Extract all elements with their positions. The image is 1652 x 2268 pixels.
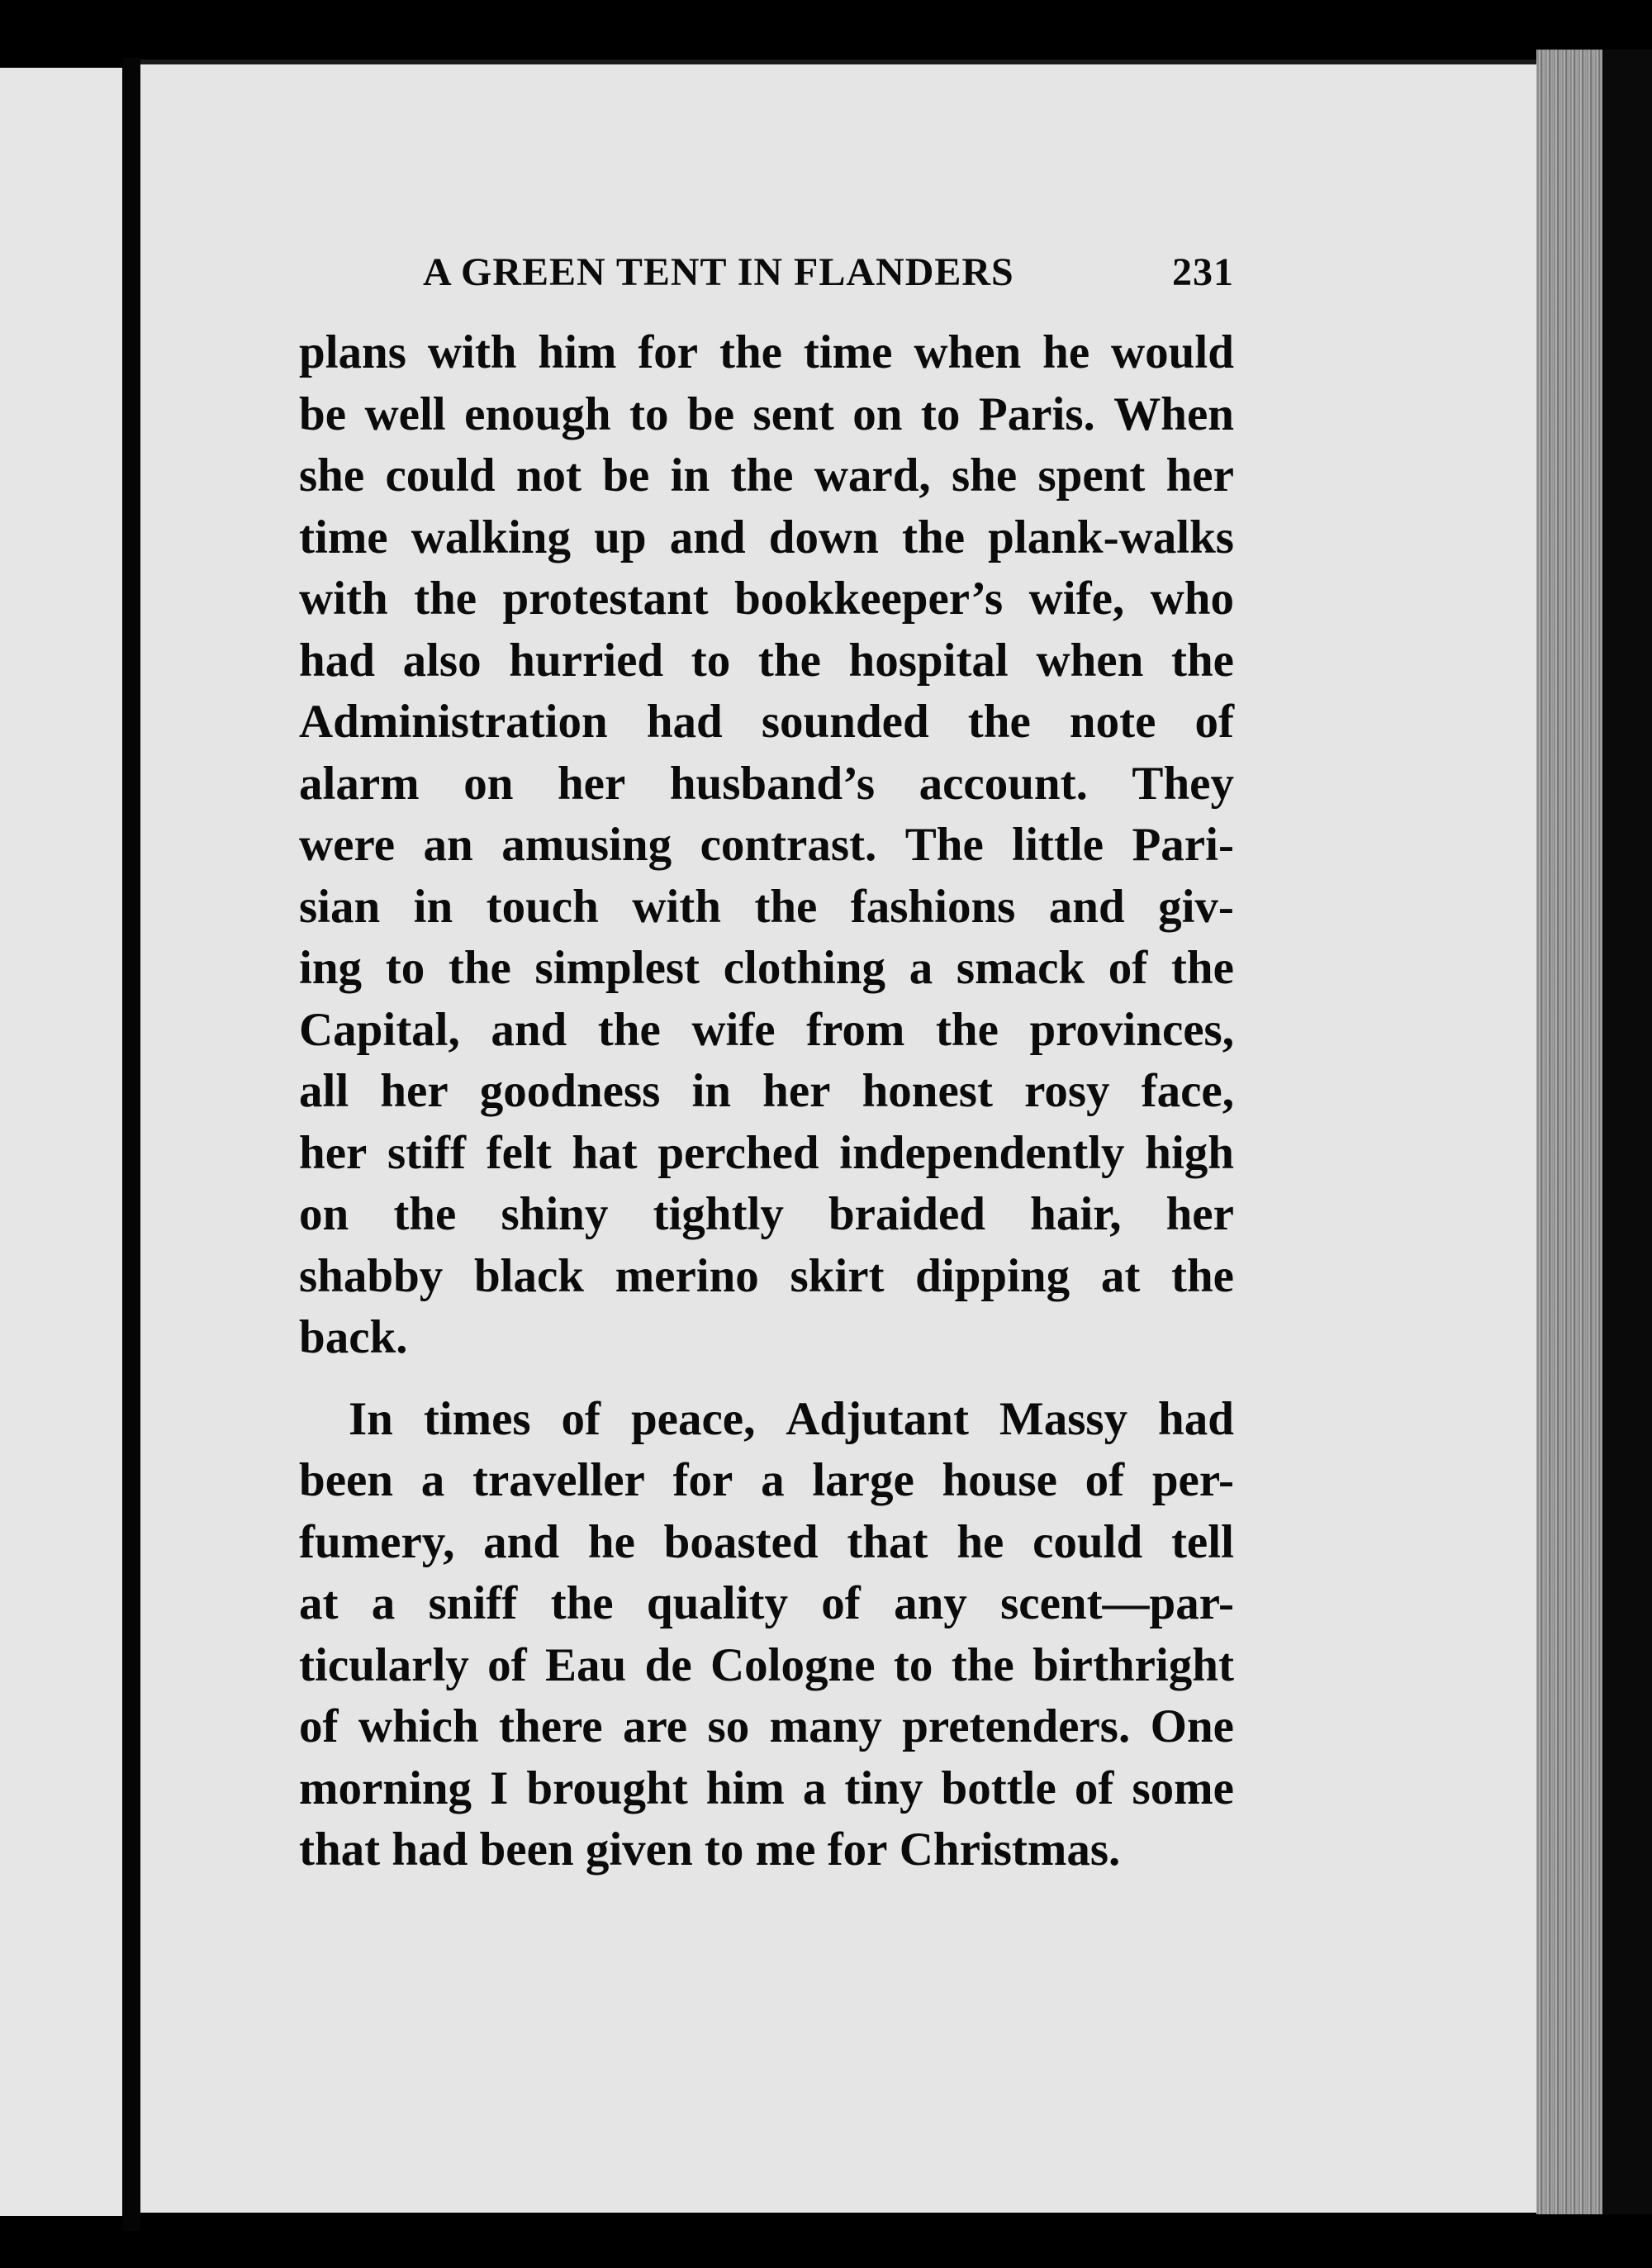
body-text bbox=[299, 322, 1234, 1881]
word: for bbox=[827, 1823, 888, 1876]
word-space bbox=[693, 1819, 705, 1881]
word: the bbox=[935, 1003, 999, 1056]
word: a bbox=[802, 1762, 827, 1814]
word: had bbox=[392, 1823, 468, 1876]
word: could bbox=[385, 449, 496, 502]
text-line bbox=[299, 1635, 1234, 1697]
word: One bbox=[1150, 1700, 1234, 1752]
word: tiny bbox=[844, 1762, 923, 1814]
word: me bbox=[755, 1823, 816, 1876]
word: sniff bbox=[428, 1577, 518, 1629]
word: shabby bbox=[299, 1249, 444, 1302]
word: back. bbox=[299, 1311, 408, 1363]
text-line bbox=[299, 1512, 1234, 1574]
word: perched bbox=[657, 1126, 819, 1179]
word: hat bbox=[572, 1126, 638, 1179]
word: down bbox=[768, 511, 879, 563]
word: are bbox=[623, 1700, 688, 1752]
word-space bbox=[887, 1819, 899, 1881]
word: the bbox=[719, 326, 782, 378]
word: the bbox=[730, 449, 794, 502]
page-stack-edge bbox=[1536, 50, 1602, 2214]
word: sent bbox=[752, 388, 834, 440]
word: given bbox=[585, 1823, 693, 1876]
paragraph bbox=[299, 1389, 1234, 1881]
word: to bbox=[385, 942, 425, 994]
text-line bbox=[299, 1246, 1234, 1308]
paragraph bbox=[299, 322, 1234, 1369]
word: to bbox=[691, 634, 731, 687]
word: plans bbox=[299, 326, 406, 378]
word: Administration bbox=[299, 696, 608, 748]
word: boasted bbox=[663, 1515, 819, 1568]
word: merino bbox=[615, 1249, 759, 1302]
word: scent—par- bbox=[1000, 1577, 1234, 1629]
text-line bbox=[299, 1123, 1234, 1185]
word: and bbox=[483, 1515, 560, 1568]
page-header bbox=[423, 250, 1234, 307]
word: of bbox=[299, 1700, 339, 1752]
word: amusing bbox=[501, 819, 672, 871]
word: the bbox=[448, 942, 511, 994]
word: with bbox=[427, 326, 517, 378]
book-gutter bbox=[122, 58, 140, 2231]
word: him bbox=[538, 326, 617, 378]
text-line bbox=[299, 1184, 1234, 1246]
word: in bbox=[691, 1065, 731, 1117]
word: Adjutant bbox=[786, 1392, 969, 1445]
word: a bbox=[420, 1454, 445, 1506]
word: brought bbox=[526, 1762, 688, 1814]
word: sounded bbox=[761, 696, 929, 748]
word: stiff bbox=[387, 1126, 466, 1179]
word: he bbox=[957, 1515, 1004, 1568]
text-line bbox=[299, 1819, 1234, 1881]
word: the bbox=[967, 696, 1031, 748]
word: morning bbox=[299, 1762, 472, 1814]
word: the bbox=[414, 573, 477, 625]
word: that bbox=[847, 1515, 928, 1568]
word: she bbox=[951, 449, 1018, 502]
text-line bbox=[299, 1307, 1234, 1369]
word: shiny bbox=[501, 1188, 609, 1240]
word: Massy bbox=[999, 1392, 1128, 1445]
text-line bbox=[299, 1389, 1234, 1451]
word: had bbox=[646, 696, 723, 748]
word: rosy bbox=[1024, 1065, 1110, 1117]
word: she bbox=[299, 449, 365, 502]
text-line bbox=[299, 384, 1234, 446]
word: simplest bbox=[534, 942, 700, 994]
word: fumery, bbox=[299, 1515, 455, 1568]
word: were bbox=[299, 819, 396, 871]
word: many bbox=[769, 1700, 882, 1752]
word: the bbox=[1170, 942, 1234, 994]
word-space bbox=[815, 1819, 827, 1881]
text-line bbox=[299, 692, 1234, 754]
word: there bbox=[499, 1700, 603, 1752]
word: at bbox=[299, 1577, 339, 1629]
word-space bbox=[743, 1819, 755, 1881]
word: to bbox=[893, 1638, 933, 1691]
running-head: A GREEN TENT IN FLANDERS bbox=[423, 250, 1014, 294]
word: with bbox=[299, 573, 388, 625]
word: the bbox=[550, 1577, 614, 1629]
word: the bbox=[754, 880, 818, 933]
word: a bbox=[761, 1454, 785, 1506]
word: account. bbox=[919, 757, 1088, 810]
word: in bbox=[670, 449, 710, 502]
word: had bbox=[299, 634, 375, 687]
word: well bbox=[364, 388, 446, 440]
page-number: 231 bbox=[1172, 250, 1234, 294]
word: provinces, bbox=[1029, 1003, 1234, 1056]
word: In bbox=[349, 1392, 393, 1445]
text-line bbox=[299, 938, 1234, 1000]
word: of bbox=[1074, 1762, 1114, 1814]
text-line bbox=[299, 630, 1234, 692]
word: When bbox=[1113, 388, 1234, 440]
word-space bbox=[574, 1819, 586, 1881]
word: for bbox=[638, 326, 699, 378]
word: The bbox=[904, 819, 984, 871]
word: Capital, bbox=[299, 1003, 460, 1056]
word: of bbox=[561, 1392, 601, 1445]
word: he bbox=[1042, 326, 1090, 378]
word: hair, bbox=[1030, 1188, 1122, 1240]
word: enough bbox=[464, 388, 611, 440]
word: in bbox=[413, 880, 453, 933]
word: hurried bbox=[509, 634, 664, 687]
word: peace, bbox=[630, 1392, 756, 1445]
word: the bbox=[597, 1003, 661, 1056]
word: wife, bbox=[1028, 573, 1125, 625]
word: to bbox=[704, 1823, 744, 1876]
word: any bbox=[894, 1577, 967, 1629]
word: be bbox=[687, 388, 735, 440]
word: who bbox=[1150, 573, 1234, 625]
word: Paris. bbox=[978, 388, 1095, 440]
word: felt bbox=[486, 1126, 552, 1179]
word: her bbox=[762, 1065, 831, 1117]
word: bottle bbox=[941, 1762, 1056, 1814]
word: her bbox=[1165, 449, 1234, 502]
word: Christmas. bbox=[899, 1823, 1121, 1876]
word: per- bbox=[1151, 1454, 1234, 1506]
word: the bbox=[393, 1188, 457, 1240]
word: him bbox=[705, 1762, 785, 1814]
text-line bbox=[299, 815, 1234, 877]
word: honest bbox=[862, 1065, 993, 1117]
word: her bbox=[299, 1126, 368, 1179]
word: giv- bbox=[1158, 880, 1234, 933]
word: and bbox=[491, 1003, 567, 1056]
word: touch bbox=[486, 880, 599, 933]
word: and bbox=[669, 511, 746, 563]
word: he bbox=[587, 1515, 635, 1568]
text-line bbox=[299, 507, 1234, 569]
word: which bbox=[358, 1700, 479, 1752]
word: bookkeeper’s bbox=[734, 573, 1004, 625]
word: a bbox=[909, 942, 933, 994]
word: wife bbox=[691, 1003, 776, 1056]
word: been bbox=[479, 1823, 574, 1876]
word: with bbox=[632, 880, 721, 933]
word: on bbox=[852, 388, 903, 440]
word: and bbox=[1048, 880, 1125, 933]
word: on bbox=[463, 757, 514, 810]
word: the bbox=[951, 1638, 1014, 1691]
text-line bbox=[299, 1758, 1234, 1820]
word: when bbox=[914, 326, 1022, 378]
word: from bbox=[806, 1003, 905, 1056]
word: tightly bbox=[653, 1188, 784, 1240]
word: had bbox=[1158, 1392, 1234, 1445]
word: so bbox=[707, 1700, 750, 1752]
word: all bbox=[299, 1065, 349, 1117]
word: note bbox=[1069, 696, 1156, 748]
word: her bbox=[557, 757, 626, 810]
word: the bbox=[902, 511, 966, 563]
word: that bbox=[299, 1823, 381, 1876]
word: alarm bbox=[299, 757, 420, 810]
word: smack bbox=[956, 942, 1085, 994]
word: of bbox=[1085, 1454, 1125, 1506]
word: when bbox=[1036, 634, 1144, 687]
word: contrast. bbox=[700, 819, 877, 871]
word: times bbox=[423, 1392, 531, 1445]
word: her bbox=[380, 1065, 449, 1117]
word: goodness bbox=[479, 1065, 661, 1117]
text-line bbox=[299, 1573, 1234, 1635]
text-line bbox=[299, 1450, 1234, 1512]
word: husband’s bbox=[669, 757, 876, 810]
word: Pari- bbox=[1132, 819, 1234, 871]
text-line bbox=[299, 754, 1234, 815]
word: protestant bbox=[502, 573, 709, 625]
word: of bbox=[1194, 696, 1234, 748]
word: black bbox=[473, 1249, 585, 1302]
word: the bbox=[1170, 634, 1234, 687]
word: braided bbox=[828, 1188, 985, 1240]
word: not bbox=[515, 449, 582, 502]
word: ing bbox=[299, 942, 363, 994]
text-line bbox=[299, 322, 1234, 384]
text-line bbox=[299, 445, 1234, 507]
word: been bbox=[299, 1454, 393, 1506]
word: time bbox=[803, 326, 893, 378]
word: on bbox=[299, 1188, 349, 1240]
word: quality bbox=[646, 1577, 788, 1629]
word: hospital bbox=[848, 634, 1009, 687]
facing-page-fragment bbox=[0, 68, 122, 2216]
word: They bbox=[1132, 757, 1234, 810]
word: tell bbox=[1170, 1515, 1234, 1568]
word: an bbox=[423, 819, 473, 871]
word: some bbox=[1132, 1762, 1234, 1814]
word: the bbox=[757, 634, 821, 687]
word: a bbox=[371, 1577, 396, 1629]
word: of bbox=[1108, 942, 1148, 994]
word: walking bbox=[411, 511, 572, 563]
word: spent bbox=[1037, 449, 1146, 502]
word: the bbox=[1170, 1249, 1234, 1302]
word: independently bbox=[839, 1126, 1125, 1179]
word-space bbox=[468, 1819, 479, 1881]
word: ward, bbox=[814, 449, 931, 502]
word: Cologne bbox=[710, 1638, 876, 1691]
word: be bbox=[299, 388, 346, 440]
word: her bbox=[1165, 1188, 1234, 1240]
text-line bbox=[299, 1000, 1234, 1062]
word: large bbox=[812, 1454, 914, 1506]
word: would bbox=[1111, 326, 1234, 378]
word: of bbox=[487, 1638, 527, 1691]
word: house bbox=[942, 1454, 1057, 1506]
word: dipping bbox=[915, 1249, 1070, 1302]
word: pretenders. bbox=[902, 1700, 1131, 1752]
word: little bbox=[1012, 819, 1104, 871]
word: ticularly bbox=[299, 1638, 469, 1691]
word: for bbox=[672, 1454, 733, 1506]
word: also bbox=[402, 634, 482, 687]
word: skirt bbox=[790, 1249, 885, 1302]
word: be bbox=[602, 449, 650, 502]
word: to bbox=[920, 388, 961, 440]
word: traveller bbox=[472, 1454, 645, 1506]
word: I bbox=[490, 1762, 509, 1814]
text-line bbox=[299, 568, 1234, 630]
word: birthright bbox=[1032, 1638, 1234, 1691]
word: to bbox=[629, 388, 669, 440]
scan-border bbox=[1602, 50, 1652, 2214]
word: plank-walks bbox=[988, 511, 1234, 563]
word: of bbox=[821, 1577, 861, 1629]
word: time bbox=[299, 511, 388, 563]
word: face, bbox=[1141, 1065, 1234, 1117]
text-line bbox=[299, 1696, 1234, 1758]
word: de bbox=[644, 1638, 692, 1691]
word-space bbox=[380, 1819, 392, 1881]
text-line bbox=[299, 877, 1234, 939]
word: clothing bbox=[723, 942, 886, 994]
word: Eau bbox=[545, 1638, 627, 1691]
word: fashions bbox=[850, 880, 1016, 933]
word: high bbox=[1145, 1126, 1234, 1179]
word: sian bbox=[299, 880, 381, 933]
word: at bbox=[1100, 1249, 1141, 1302]
word: up bbox=[594, 511, 647, 563]
text-line bbox=[299, 1061, 1234, 1123]
word: could bbox=[1032, 1515, 1143, 1568]
